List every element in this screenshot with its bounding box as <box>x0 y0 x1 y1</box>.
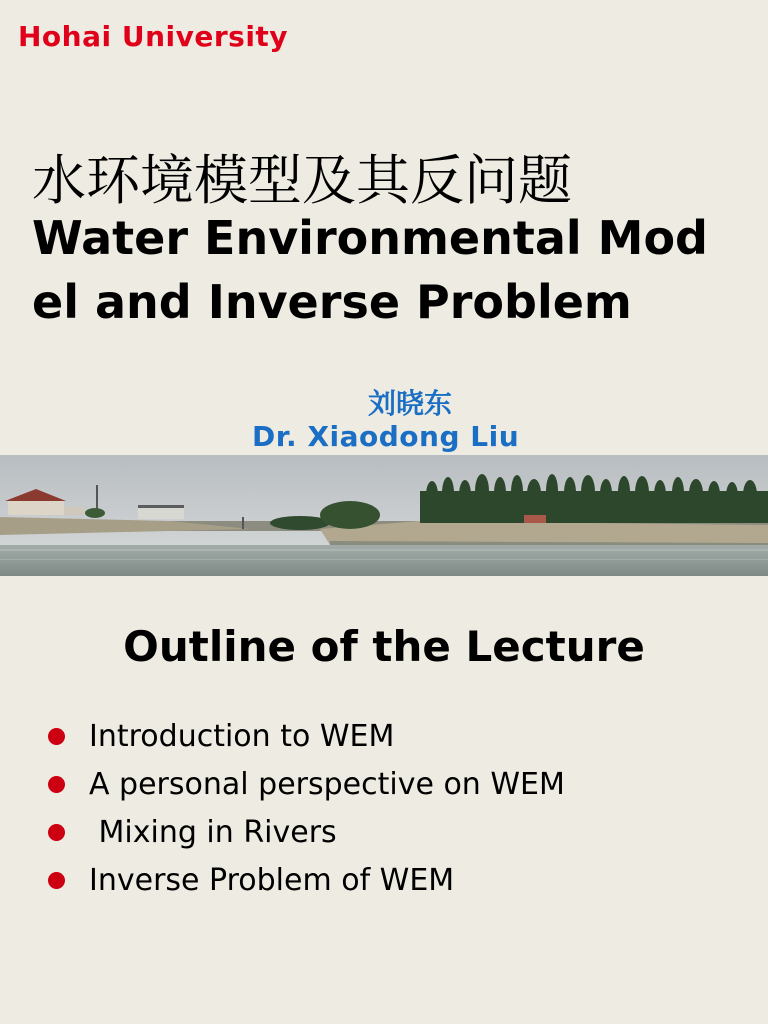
bullet-icon <box>48 872 65 889</box>
outline-list <box>48 712 565 904</box>
author-name-chinese: 刘晓东 <box>367 387 452 420</box>
list-item <box>48 712 565 760</box>
outline-item-label: Introduction to WEM <box>89 718 395 754</box>
institution-name: Hohai University <box>18 20 289 53</box>
title-chinese: 水环境模型及其反问题 <box>32 149 572 212</box>
outline-heading: Outline of the Lecture <box>123 622 645 671</box>
list-item <box>48 760 565 808</box>
author-name-english: Dr. Xiaodong Liu <box>252 420 520 453</box>
bullet-icon <box>48 824 65 841</box>
outline-item-label: Inverse Problem of WEM <box>89 862 455 898</box>
list-item <box>48 808 565 856</box>
list-item <box>48 856 565 904</box>
title-english: Water Environmental Model and Inverse Problem <box>32 211 708 329</box>
outline-item-label: Mixing in Rivers <box>89 814 337 850</box>
bullet-icon <box>48 728 65 745</box>
outline-item-label: A personal perspective on WEM <box>89 766 565 802</box>
river-landscape-photo <box>0 455 768 576</box>
bullet-icon <box>48 776 65 793</box>
